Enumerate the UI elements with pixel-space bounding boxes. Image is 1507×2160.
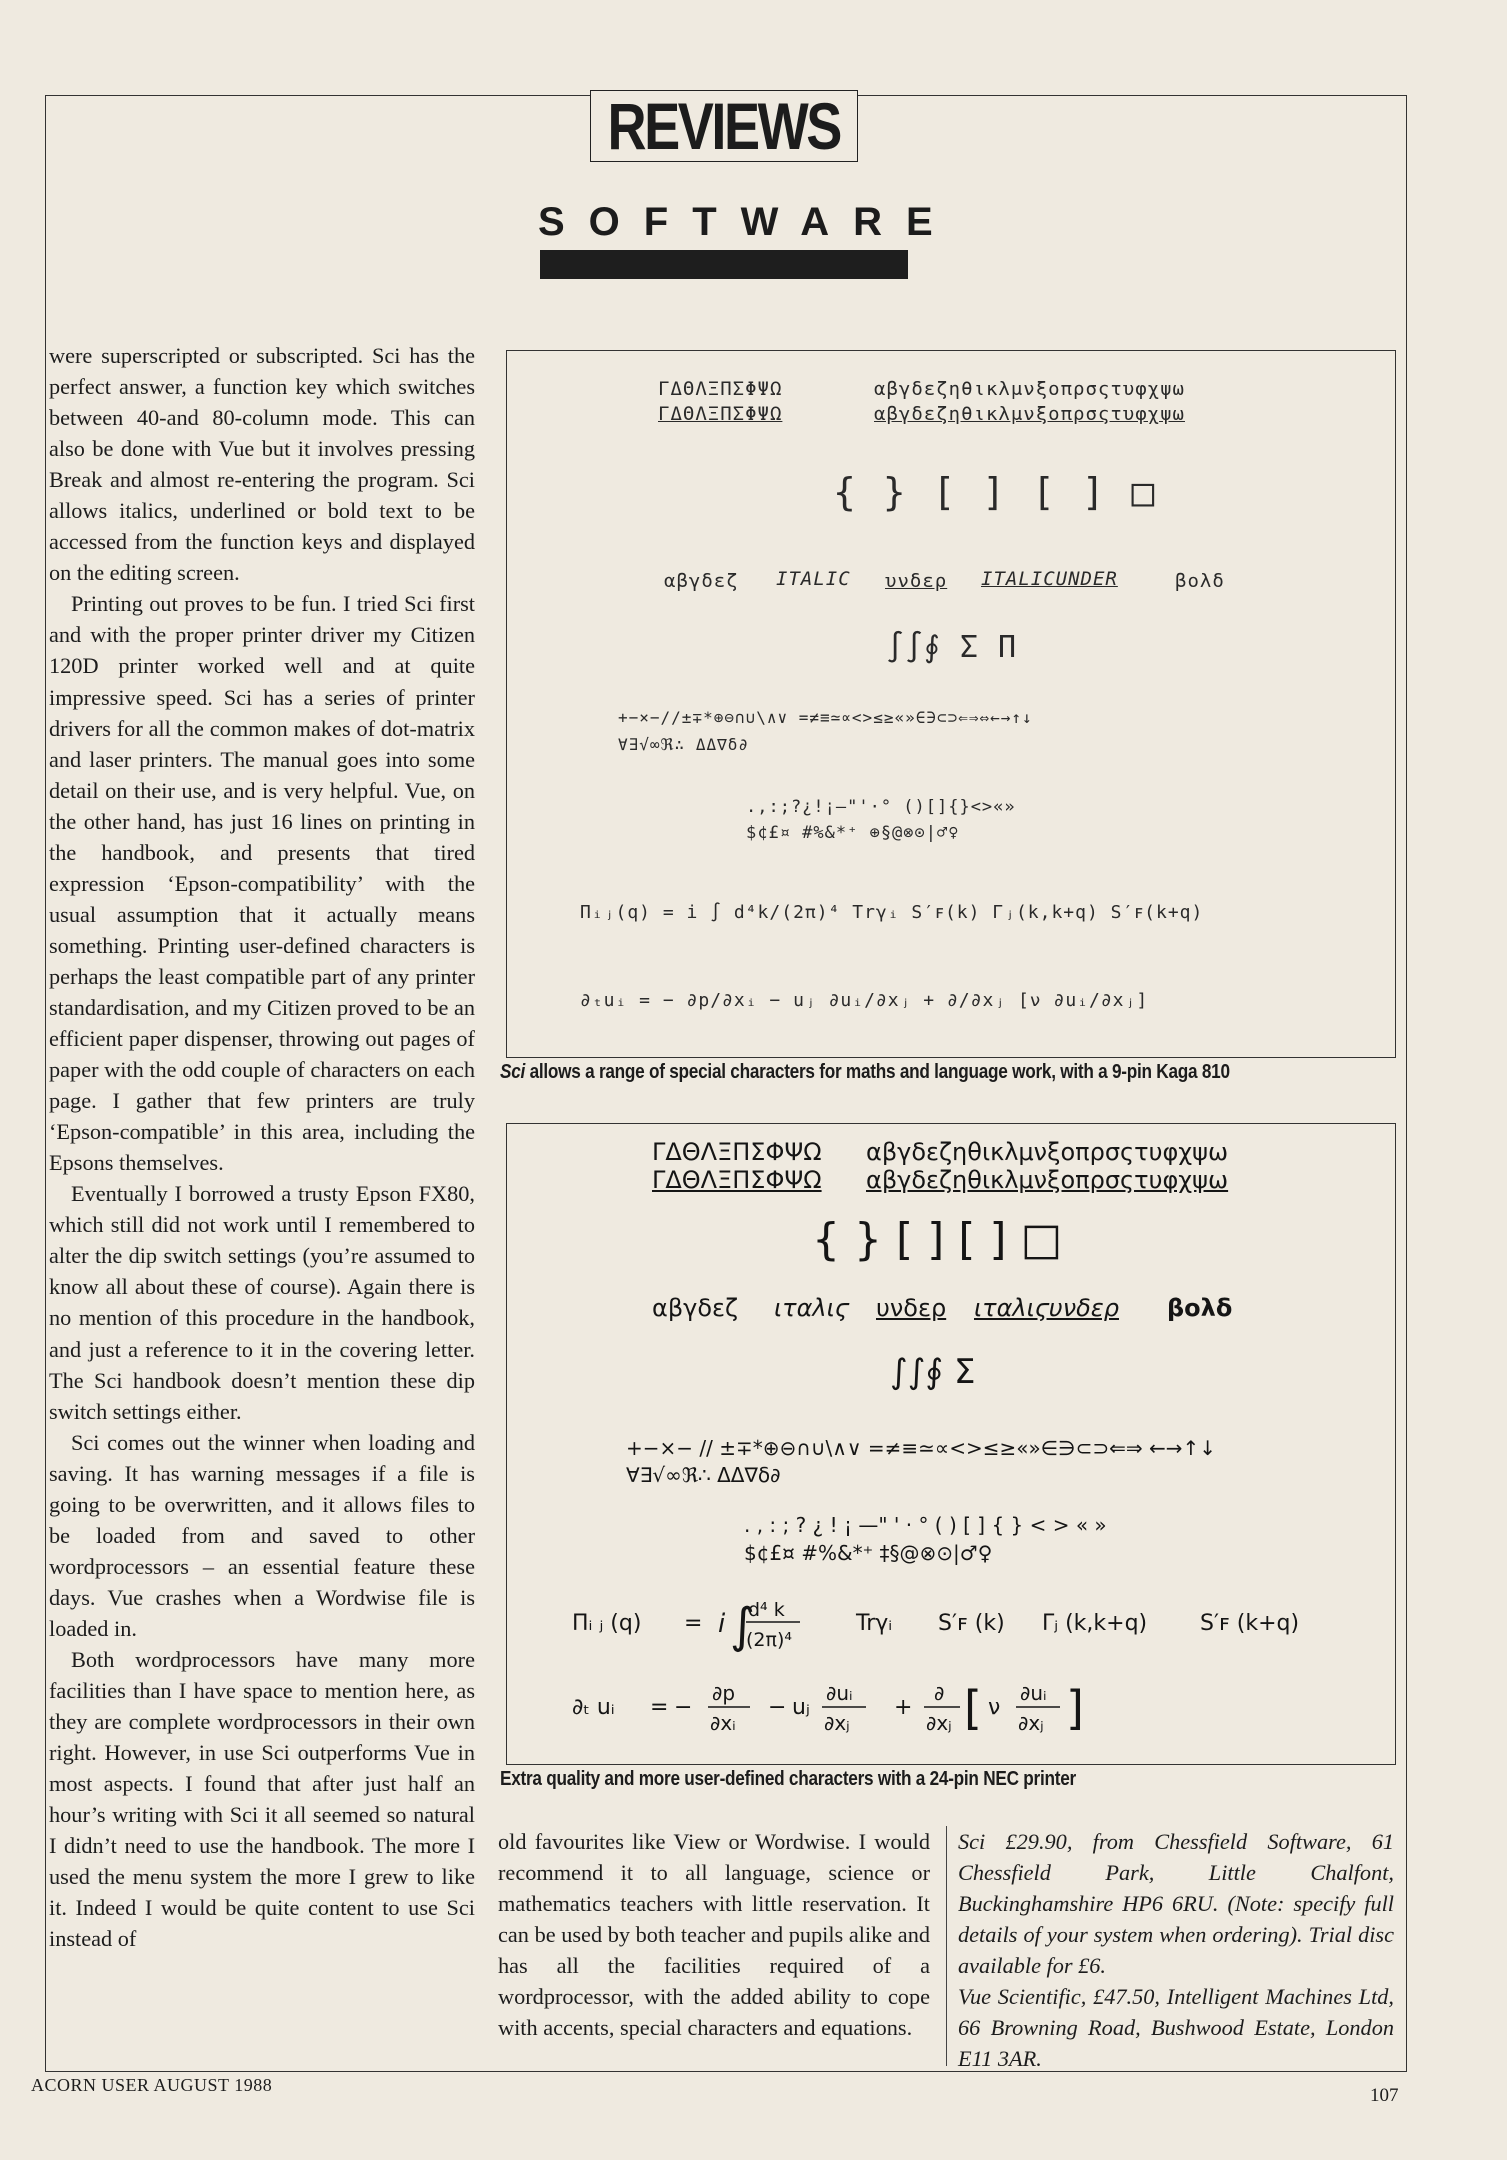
fig1-style-underline: υνδερ bbox=[885, 570, 948, 592]
fig1-style-italic-underline: ITALICUNDER bbox=[981, 568, 1118, 590]
svg-text:+: + bbox=[894, 1695, 913, 1720]
fig2-punct-line-2: $¢£¤ #%&*⁺ ‡§@⊗⊙|♂♀ bbox=[744, 1541, 993, 1565]
fig1-greek-upper-underlined: ΓΔΘΛΞΠΣΦΨΩ bbox=[658, 403, 783, 425]
column-2 bbox=[498, 1826, 930, 2043]
fig2-greek-lower-underlined: αβγδεζηθικλμνξοπρσςτυφχψω bbox=[866, 1166, 1229, 1194]
svg-text:S′ꜰ (k+q): S′ꜰ (k+q) bbox=[1200, 1611, 1300, 1636]
svg-text:Γⱼ (k,k+q): Γⱼ (k,k+q) bbox=[1042, 1611, 1148, 1636]
svg-text:∂xⱼ: ∂xⱼ bbox=[824, 1711, 850, 1735]
svg-text:[: [ bbox=[964, 1681, 982, 1735]
fig2-greek-lower: αβγδεζηθικλμνξοπρσςτυφχψω bbox=[866, 1138, 1229, 1166]
fig1-greek-lower: αβγδεζηθικλμνξοπρσςτυφχψω bbox=[874, 378, 1185, 400]
paragraph-5: Both wordprocessors have many more facilities than I have space to mention here, as they are complete wordprocessors in their own right. However, in use Sci outperforms Vue in most aspects. I found that after just half an hour’s writing with Sci it all seemed so natural I didn’t need to use the handbook. The more I used the menu system the more I grew to like it. Indeed I would be quite content to use Sci instead of bbox=[49, 1646, 475, 1952]
figure-2-caption: Extra quality and more user-defined characters with a 24-pin NEC printer bbox=[500, 1768, 1076, 1790]
fig2-equation-2 bbox=[572, 1681, 1084, 1735]
paragraph-1: were superscripted or subscripted. Sci has the perfect answer, a function key which switches between 40-and 80-column mode. This can also be done with Vue but it involves pressing Break and almost re-entering the program. Sci allows italics, underlined or bold text to be accessed from the function keys and displayed on the editing screen. bbox=[49, 343, 475, 586]
reviews-header bbox=[590, 90, 858, 162]
svg-text:Trγᵢ: Trγᵢ bbox=[856, 1611, 893, 1636]
fig1-style-italic: ITALIC bbox=[776, 568, 851, 590]
svg-text:(2π)⁴: (2π)⁴ bbox=[746, 1629, 792, 1651]
fig2-greek-upper-underlined: ΓΔΘΛΞΠΣΦΨΩ bbox=[652, 1166, 822, 1194]
fig2-style-underline: υνδερ bbox=[876, 1294, 947, 1322]
column-3 bbox=[958, 1826, 1394, 2074]
svg-text:−: − bbox=[768, 1695, 787, 1720]
svg-text:=: = bbox=[650, 1695, 669, 1720]
paragraph-2: Printing out proves to be fun. I tried Sci first and with the proper printer driver my Citizen 120D printer worked well and at quite impressive speed. Sci has a series of printer drivers for all the common makes of dot-matrix and laser printers. The manual goes into some detail on their use, and is very helpful. Vue, on the other hand, has just 16 lines on printing in the handbook, and presents that tired expression ‘Epson-compatibility’ with the usual assumption that it actually means something. Printing user-defined characters is perhaps the least compatible part of any printer standardisation, and my Citizen proved to be an efficient paper dispenser, throwing out pages of paper with the odd couple of characters on each page. I gather that few printers are truly ‘Epson-compatible’ in this area, including the Epsons themselves. bbox=[49, 591, 476, 1176]
svg-text:∂: ∂ bbox=[934, 1681, 945, 1705]
fig2-equation-1 bbox=[572, 1598, 1299, 1654]
fig1-brackets: { } [ ] [ ] □ bbox=[833, 470, 1157, 514]
svg-text:d⁴ k: d⁴ k bbox=[748, 1599, 785, 1621]
caption-rest: allows a range of special characters for maths and language work, with a 9-pin Kaga 810 bbox=[525, 1061, 1230, 1083]
svg-text:∂xⱼ: ∂xⱼ bbox=[1018, 1711, 1044, 1735]
figure-1-caption bbox=[500, 1061, 1230, 1084]
fig2-brackets: { } [ ] [ ] □ bbox=[812, 1214, 1063, 1265]
fig1-equation-2: ∂ₜuᵢ = − ∂p/∂xᵢ − uⱼ ∂uᵢ/∂xⱼ + ∂/∂xⱼ [ν ∂uᵢ/∂xⱼ] bbox=[580, 990, 1149, 1011]
svg-text:∫: ∫ bbox=[730, 1598, 756, 1654]
svg-text:]: ] bbox=[1066, 1681, 1084, 1735]
fig1-punct-line-2: $¢£¤ #%&*⁺ ⊕§@⊗⊙|♂♀ bbox=[746, 823, 960, 843]
svg-text:∂uᵢ: ∂uᵢ bbox=[1020, 1681, 1047, 1705]
fig2-punct-line-1: . , : ; ? ¿ ! ¡ —" ' · ° ( ) [ ] { } < > « » bbox=[744, 1513, 1107, 1537]
fig2-style-italic: ιταλιϛ bbox=[774, 1294, 849, 1322]
fig2-style-bold: βολδ bbox=[1167, 1294, 1233, 1322]
fig1-integrals: ∫∫∮ Σ Π bbox=[886, 630, 1017, 665]
svg-text:∂xᵢ: ∂xᵢ bbox=[710, 1711, 736, 1735]
fig1-symbols-line-2: ∀∃√∞ℜ∴ ΔΔ∇δ∂ bbox=[618, 735, 749, 754]
svg-text:Πᵢ ⱼ (q): Πᵢ ⱼ (q) bbox=[572, 1611, 642, 1636]
svg-text:∂ₜ uᵢ: ∂ₜ uᵢ bbox=[572, 1695, 615, 1720]
fig2-symbols-line-2: ∀∃√∞ℜ∴ ΔΔ∇δ∂ bbox=[626, 1463, 781, 1487]
page-number: 107 bbox=[1370, 2085, 1399, 2106]
fig2-symbols-line-1: +−×− // ±∓*⊕⊖∩∪\∧∨ =≠≡≃∝<>≤≥«»∈∋⊂⊃⇐⇒ ←→↑↓ bbox=[626, 1436, 1216, 1460]
product-info-sci: Sci £29.90, from Chessfield Software, 61 Chessfield Park, Little Chalfont, Buckinghamshire HP6 6RU. (Note: specify full details of your system when ordering). Trial disc available for £6. bbox=[958, 1829, 1394, 1979]
svg-text:∂xⱼ: ∂xⱼ bbox=[926, 1711, 952, 1735]
fig1-greek-lower-underlined: αβγδεζηθικλμνξοπρσςτυφχψω bbox=[874, 403, 1185, 425]
svg-text:=: = bbox=[684, 1611, 703, 1636]
column-divider bbox=[946, 1826, 947, 2066]
section-title: SOFTWARE bbox=[538, 200, 957, 244]
fig2-greek-upper: ΓΔΘΛΞΠΣΦΨΩ bbox=[652, 1138, 822, 1166]
fig2-integrals: ∫∫∮ Σ bbox=[890, 1352, 976, 1392]
fig2-equations bbox=[560, 1590, 1360, 1750]
fig1-style-greek: αβγδεζ bbox=[664, 570, 739, 592]
fig2-style-greek: αβγδεζ bbox=[652, 1294, 739, 1322]
column-2-text: old favourites like View or Wordwise. I would recommend it to all language, science or mathematics teachers with little reservation. It can be used by both teacher and pupils alike and has all the facilities required of a wordprocessor, with the added ability to cope with accents, special characters and equations. bbox=[498, 1829, 930, 2041]
fig1-symbols-line-1: +−×−//±∓*⊕⊖∩∪\∧∨ =≠≡≃∝<>≤≥«»∈∋⊂⊃⇐⇒⇔←→↑↓ bbox=[618, 708, 1033, 727]
product-info-vue: Vue Scientific, £47.50, Intelligent Machines Ltd, 66 Browning Road, Bushwood Estate, London E11 3AR. bbox=[958, 1984, 1394, 2072]
svg-text:ν: ν bbox=[988, 1695, 1001, 1720]
svg-text:∂uᵢ: ∂uᵢ bbox=[826, 1681, 853, 1705]
fig2-style-italic-underline: ιταλιϛυνδερ bbox=[974, 1294, 1119, 1322]
caption-sci: Sci bbox=[500, 1061, 526, 1083]
svg-text:∂p: ∂p bbox=[712, 1681, 736, 1705]
svg-text:−: − bbox=[674, 1695, 693, 1720]
fig1-style-bold: βολδ bbox=[1175, 570, 1225, 592]
column-1 bbox=[49, 340, 475, 1954]
svg-text:i: i bbox=[718, 1609, 726, 1639]
paragraph-4: Sci comes out the winner when loading and saving. It has warning messages if a file is going to be overwritten, and it allows files to be loaded from and saved to other wordprocessors – an essential feature these days. Vue crashes when a Wordwise file is loaded in. bbox=[49, 1429, 475, 1641]
svg-text:uⱼ: uⱼ bbox=[792, 1695, 810, 1720]
reviews-title: REVIEWS bbox=[607, 89, 841, 163]
paragraph-3: Eventually I borrowed a trusty Epson FX80, which still did not work until I remembered to alter the dip switch settings (you’re assumed to know all about these of course). Again there is no mention of this procedure in the handbook, and just a reference to it in the covering letter. The Sci handbook doesn’t mention these dip switch settings either. bbox=[49, 1181, 475, 1424]
figure-1-panel bbox=[506, 350, 1396, 1058]
svg-text:S′ꜰ (k): S′ꜰ (k) bbox=[938, 1611, 1005, 1636]
fig1-equation-1: Πᵢⱼ(q) = i ∫ d⁴k/(2π)⁴ Trγᵢ S′ꜰ(k) Γⱼ(k,k+q) S′ꜰ(k+q) bbox=[580, 902, 1204, 923]
section-bar bbox=[540, 250, 908, 279]
footer-publication: ACORN USER AUGUST 1988 bbox=[31, 2075, 273, 2095]
fig1-greek-upper: ΓΔΘΛΞΠΣΦΨΩ bbox=[658, 378, 783, 400]
fig1-punct-line-1: .,:;?¿!¡—"'·° ()[]{}<>«» bbox=[746, 797, 1016, 817]
